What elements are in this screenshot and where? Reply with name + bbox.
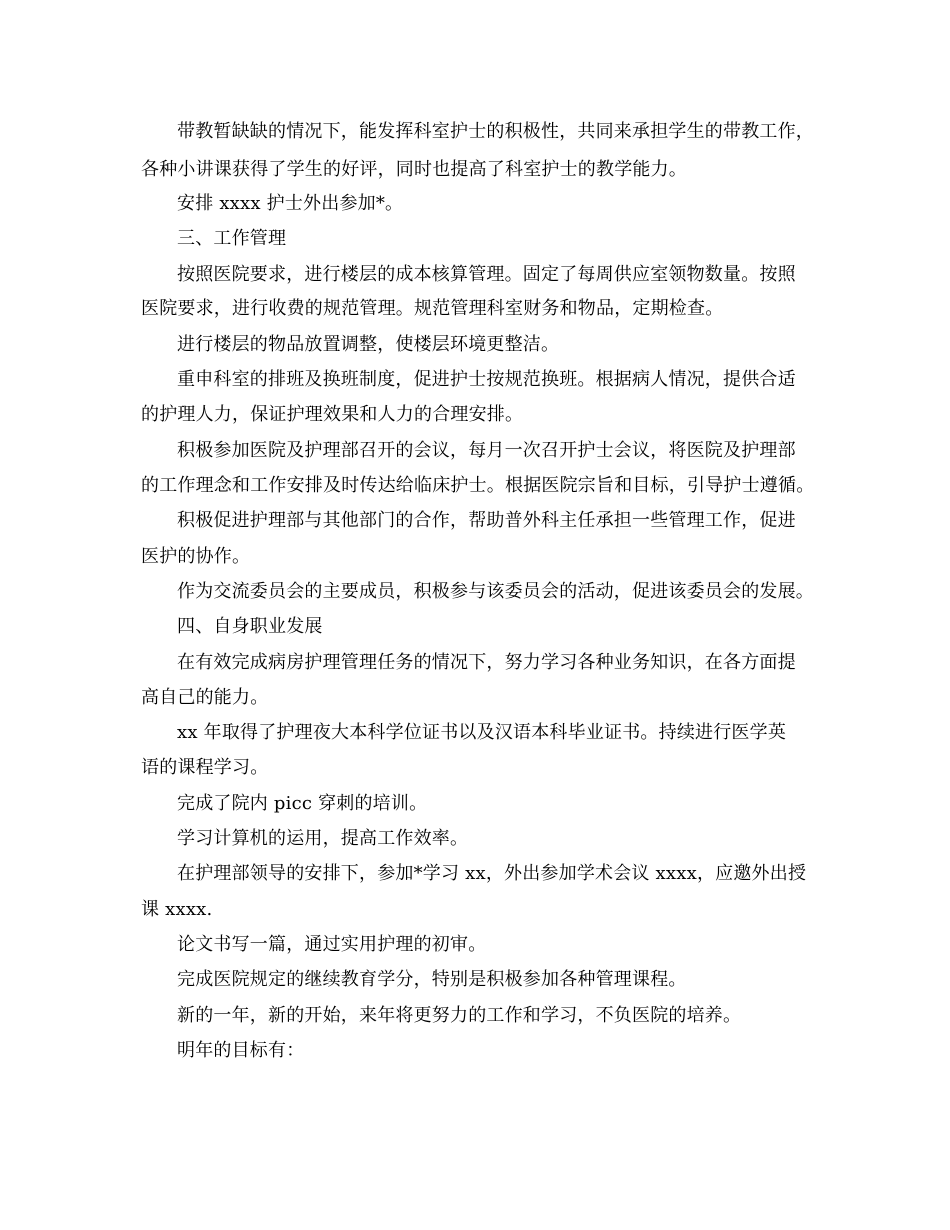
paragraph-line: 高自己的能力。: [141, 687, 269, 708]
paragraph-line: 积极参加医院及护理部召开的会议，每月一次召开护士会议，将医院及护理部: [177, 440, 796, 461]
paragraph-line: 在有效完成病房护理管理任务的情况下，努力学习各种业务知识，在各方面提: [177, 652, 796, 673]
paragraph-line: 医院要求，进行收费的规范管理。规范管理科室财务和物品，定期检查。: [141, 298, 724, 319]
paragraph-line: xx 年取得了护理夜大本科学位证书以及汉语本科毕业证书。持续进行医学英: [177, 722, 787, 743]
paragraph-line: 完成医院规定的继续教育学分，特别是积极参加各种管理课程。: [177, 969, 687, 990]
paragraph-line: 的工作理念和工作安排及时传达给临床护士。根据医院宗旨和目标，引导护士遵循。: [141, 475, 815, 496]
paragraph-line: 完成了院内 picc 穿刺的培训。: [177, 793, 428, 814]
paragraph-line: 课 xxxx.: [141, 899, 213, 920]
paragraph-line: 医护的协作。: [141, 546, 251, 567]
paragraph-line: 安排 xxxx 护士外出参加*。: [177, 193, 404, 214]
paragraph-line: 按照医院要求，进行楼层的成本核算管理。固定了每周供应室领物数量。按照: [177, 264, 796, 285]
paragraph-line: 各种小讲课获得了学生的好评，同时也提高了科室护士的教学能力。: [141, 159, 687, 180]
paragraph-line: 学习计算机的运用，提高工作效率。: [177, 828, 469, 849]
paragraph-line: 带教暂缺缺的情况下，能发挥科室护士的积极性，共同来承担学生的带教工作，: [177, 121, 814, 142]
paragraph-line: 在护理部领导的安排下，参加*学习 xx，外出参加学术会议 xxxx，应邀外出授: [177, 863, 807, 884]
paragraph-line: 论文书写一篇，通过实用护理的初审。: [177, 934, 487, 955]
paragraph-line: 新的一年，新的开始，来年将更努力的工作和学习，不负医院的培养。: [177, 1005, 742, 1026]
paragraph-line: 的护理人力，保证护理效果和人力的合理安排。: [141, 404, 524, 425]
paragraph-line: 积极促进护理部与其他部门的合作，帮助普外科主任承担一些管理工作，促进: [177, 510, 796, 531]
paragraph-line: 语的课程学习。: [141, 757, 269, 778]
section-heading: 三、工作管理: [177, 228, 287, 249]
paragraph-line: 重申科室的排班及换班制度，促进护士按规范换班。根据病人情况，提供合适: [177, 369, 796, 390]
section-heading: 四、自身职业发展: [177, 616, 323, 637]
paragraph-line: 明年的目标有：: [177, 1040, 305, 1061]
paragraph-line: 作为交流委员会的主要成员，积极参与该委员会的活动，促进该委员会的发展。: [177, 581, 814, 602]
paragraph-line: 进行楼层的物品放置调整，使楼层环境更整洁。: [177, 334, 560, 355]
